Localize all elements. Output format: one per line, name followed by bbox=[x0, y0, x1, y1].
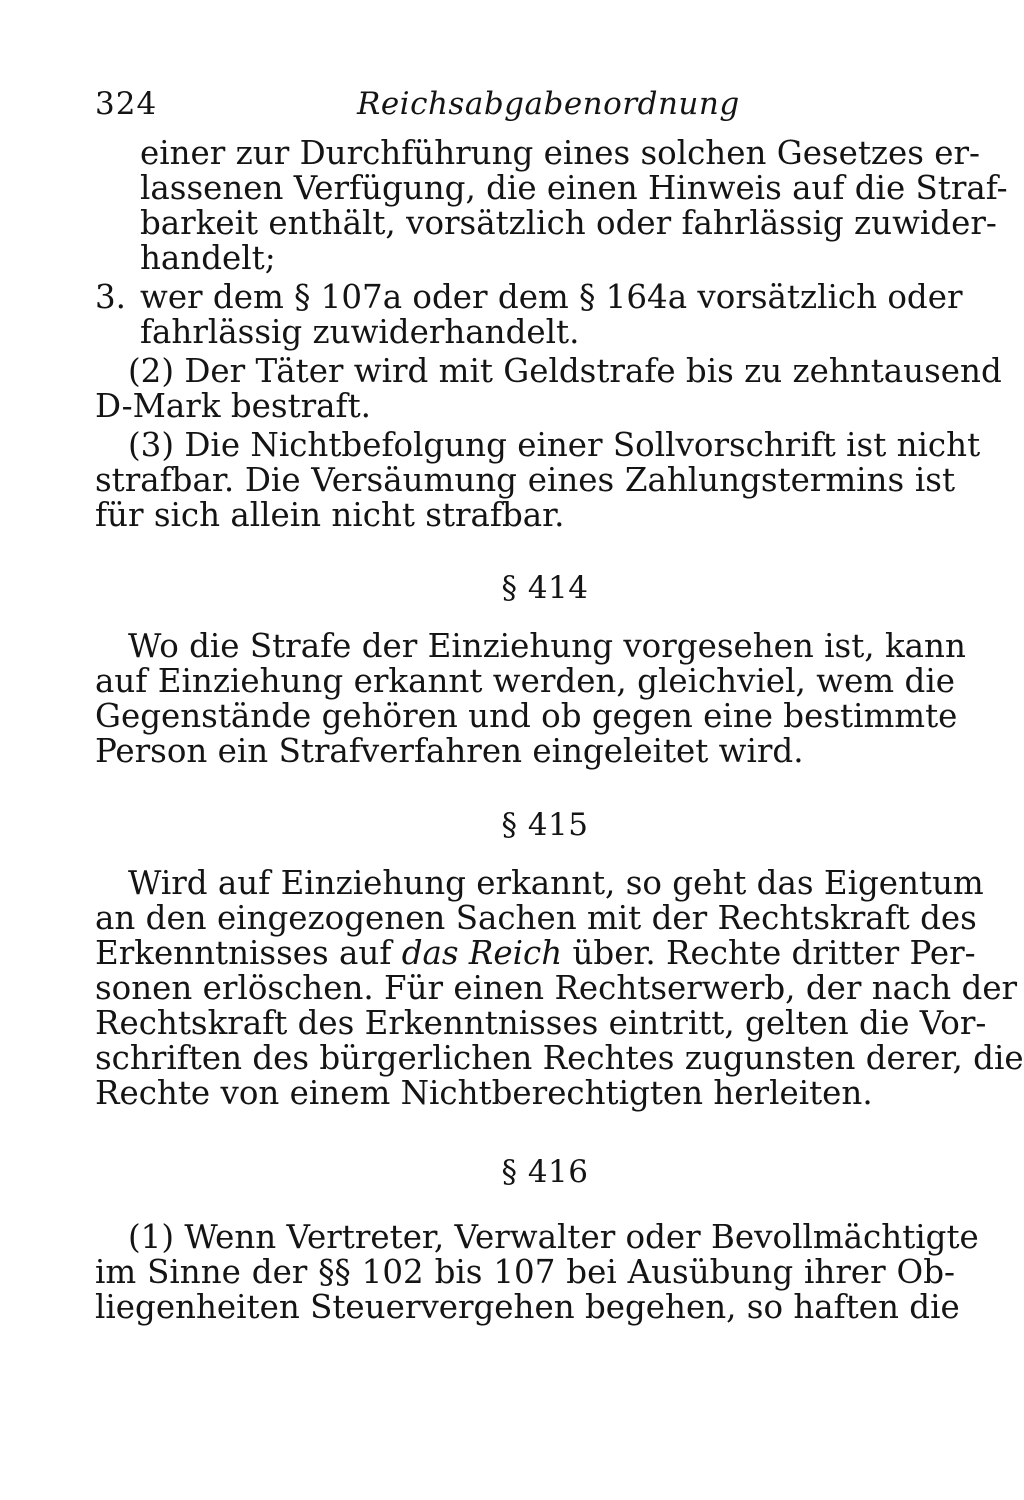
text-fragment: Erkenntnisses auf bbox=[95, 934, 402, 972]
section-416-text bbox=[95, 1218, 979, 1326]
continued-item-text bbox=[95, 134, 1008, 277]
text-line: (3) Die Nichtbefolgung einer Sollvorschrift ist nicht bbox=[128, 426, 981, 464]
text-line bbox=[95, 934, 976, 972]
section-414-text bbox=[95, 627, 966, 770]
text-line: liegenheiten Steuervergehen begehen, so haften die bbox=[95, 1288, 960, 1326]
text-line: strafbar. Die Versäumung eines Zahlungstermins ist bbox=[95, 461, 955, 499]
text-line: Rechte von einem Nichtberechtigten herleiten. bbox=[95, 1074, 873, 1112]
text-line: handelt; bbox=[140, 239, 276, 277]
running-title: Reichsabgabenordnung bbox=[357, 86, 740, 122]
text-line bbox=[95, 278, 963, 316]
section-heading-414: § 414 bbox=[501, 570, 589, 606]
text-line: für sich allein nicht strafbar. bbox=[95, 496, 565, 534]
text-line: fahrlässig zuwiderhandelt. bbox=[140, 313, 580, 351]
text-line: Wo die Strafe der Einziehung vorgesehen ist, kann bbox=[128, 627, 966, 665]
text-line: im Sinne der §§ 102 bis 107 bei Ausübung ihrer Ob- bbox=[95, 1253, 955, 1291]
text-line: D-Mark bestraft. bbox=[95, 387, 371, 425]
text-line: barkeit enthält, vorsätzlich oder fahrlässig zuwider- bbox=[140, 204, 997, 242]
section-heading-416: § 416 bbox=[501, 1154, 589, 1190]
italic-phrase: das Reich bbox=[401, 934, 563, 972]
text-line: schriften des bürgerlichen Rechtes zugunsten derer, die bbox=[95, 1039, 1024, 1077]
text-line: an den eingezogenen Sachen mit der Rechtskraft des bbox=[95, 899, 977, 937]
text-line: Rechtskraft des Erkenntnisses eintritt, gelten die Vor- bbox=[95, 1004, 987, 1042]
text-line: Gegenstände gehören und ob gegen eine bestimmte bbox=[95, 697, 958, 735]
text-line: Person ein Strafverfahren eingeleitet wird. bbox=[95, 732, 804, 770]
text-line: (1) Wenn Vertreter, Verwalter oder Bevollmächtigte bbox=[128, 1218, 979, 1256]
text-fragment: über. Rechte dritter Per- bbox=[562, 934, 976, 972]
paragraph-3 bbox=[95, 426, 981, 534]
text-line: auf Einziehung erkannt werden, gleichviel, wem die bbox=[95, 662, 955, 700]
book-page bbox=[95, 86, 1024, 1326]
list-item-3 bbox=[95, 278, 963, 351]
text-line: (2) Der Täter wird mit Geldstrafe bis zu zehntausend bbox=[128, 352, 1002, 390]
list-marker: 3. bbox=[95, 278, 127, 316]
page-number: 324 bbox=[95, 86, 158, 122]
text-line: einer zur Durchführung eines solchen Gesetzes er- bbox=[140, 134, 981, 172]
page-header bbox=[95, 86, 955, 136]
paragraph-2 bbox=[95, 352, 1002, 425]
section-heading-415: § 415 bbox=[501, 807, 589, 843]
item-text: wer dem § 107a oder dem § 164a vorsätzlich oder bbox=[140, 278, 963, 316]
text-line: sonen erlöschen. Für einen Rechtserwerb, der nach der bbox=[95, 969, 1018, 1007]
section-415-text bbox=[95, 864, 1024, 1112]
text-line: lassenen Verfügung, die einen Hinweis auf die Straf- bbox=[140, 169, 1008, 207]
text-line: Wird auf Einziehung erkannt, so geht das Eigentum bbox=[128, 864, 984, 902]
